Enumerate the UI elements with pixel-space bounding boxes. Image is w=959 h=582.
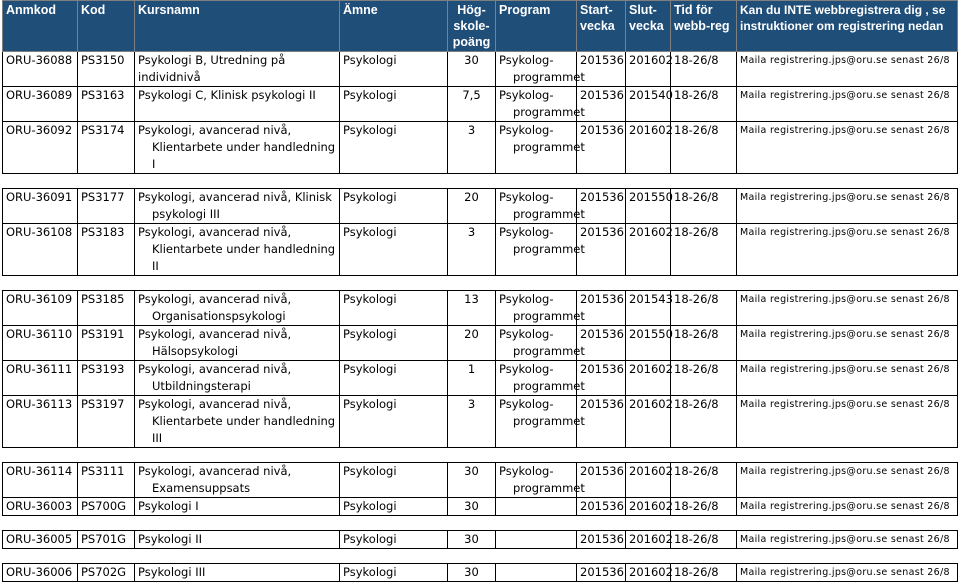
cell-anmkod: ORU-36109 bbox=[3, 291, 78, 326]
table-row bbox=[3, 463, 958, 498]
cell-startvecka: 201536 bbox=[577, 122, 626, 174]
cell-amne: Psykologi bbox=[340, 291, 448, 326]
cell-tid-webbreg: 18-26/8 bbox=[671, 564, 737, 582]
cell-tid-webbreg: 18-26/8 bbox=[671, 291, 737, 326]
cell-kod: PS3150 bbox=[78, 52, 135, 87]
cell-slutvecka: 201602 bbox=[626, 564, 671, 582]
cell-registrering-info: Maila registrering.jps@oru.se senast 26/8 bbox=[737, 564, 958, 582]
cell-hp: 13 bbox=[448, 291, 496, 326]
cell-amne: Psykologi bbox=[340, 326, 448, 361]
cell-startvecka: 201536 bbox=[577, 87, 626, 122]
cell-anmkod: ORU-36091 bbox=[3, 189, 78, 224]
program-line2: programmet bbox=[513, 140, 585, 154]
cell-kod: PS3174 bbox=[78, 122, 135, 174]
cell-kursnamn bbox=[135, 498, 340, 516]
course-name-line1: Psykologi, avancerad nivå, bbox=[138, 362, 292, 376]
cell-hp: 30 bbox=[448, 531, 496, 549]
cell-startvecka: 201536 bbox=[577, 52, 626, 87]
cell-program bbox=[496, 52, 585, 87]
cell-tid-webbreg: 18-26/8 bbox=[671, 87, 737, 122]
program-line2: programmet bbox=[513, 309, 585, 323]
cell-tid-webbreg: 18-26/8 bbox=[671, 224, 737, 276]
cell-kod: PS3185 bbox=[78, 291, 135, 326]
info-header-line1: Kan du INTE webbregistrera dig , se bbox=[740, 3, 946, 17]
col-header-anmkod: Anmkod bbox=[3, 1, 78, 52]
cell-registrering-info: Maila registrering.jps@oru.se senast 26/8 bbox=[737, 326, 958, 361]
cell-tid-webbreg: 18-26/8 bbox=[671, 326, 737, 361]
cell-tid-webbreg: 18-26/8 bbox=[671, 361, 737, 396]
cell-program bbox=[496, 122, 585, 174]
slut-header-line2: vecka bbox=[629, 19, 664, 33]
cell-hp: 3 bbox=[448, 224, 496, 276]
course-name-line1: Psykologi, avancerad nivå, Klinisk bbox=[138, 190, 332, 204]
cell-registrering-info: Maila registrering.jps@oru.se senast 26/8 bbox=[737, 224, 958, 276]
cell-slutvecka: 201602 bbox=[626, 122, 671, 174]
cell-kursnamn bbox=[135, 291, 340, 326]
course-name-line1: Psykologi, avancerad nivå, bbox=[138, 225, 292, 239]
program-line2: programmet bbox=[513, 379, 585, 393]
cell-slutvecka: 201602 bbox=[626, 52, 671, 87]
col-header-kod: Kod bbox=[78, 1, 135, 52]
cell-startvecka: 201536 bbox=[577, 498, 626, 516]
cell-kursnamn bbox=[135, 326, 340, 361]
course-name-line1: Psykologi, avancerad nivå, bbox=[138, 397, 292, 411]
hp-header-line2: skole- bbox=[453, 19, 490, 33]
cell-anmkod: ORU-36110 bbox=[3, 326, 78, 361]
cell-tid-webbreg: 18-26/8 bbox=[671, 189, 737, 224]
cell-kod: PS3177 bbox=[78, 189, 135, 224]
course-name-line1: Psykologi III bbox=[138, 565, 206, 579]
cell-anmkod: ORU-36092 bbox=[3, 122, 78, 174]
table-row bbox=[3, 291, 958, 326]
group-spacer bbox=[3, 448, 958, 463]
cell-kod: PS3183 bbox=[78, 224, 135, 276]
cell-slutvecka: 201543 bbox=[626, 291, 671, 326]
start-header-line2: vecka bbox=[580, 19, 615, 33]
program-line1: Psykolog- bbox=[499, 397, 554, 411]
program-line2: programmet bbox=[513, 70, 585, 84]
cell-kursnamn bbox=[135, 52, 340, 87]
tid-header-line1: Tid för bbox=[674, 3, 713, 17]
cell-hp: 30 bbox=[448, 463, 496, 498]
course-name-line2: Organisationspsykologi bbox=[152, 309, 286, 323]
cell-amne: Psykologi bbox=[340, 87, 448, 122]
cell-startvecka: 201536 bbox=[577, 189, 626, 224]
col-header-slutvecka bbox=[626, 1, 671, 52]
cell-startvecka: 201536 bbox=[577, 564, 626, 582]
cell-startvecka: 201536 bbox=[577, 463, 626, 498]
cell-registrering-info: Maila registrering.jps@oru.se senast 26/8 bbox=[737, 361, 958, 396]
program-line2: programmet bbox=[513, 105, 585, 119]
course-name-line2: Examensuppsats bbox=[152, 481, 251, 495]
cell-tid-webbreg: 18-26/8 bbox=[671, 396, 737, 448]
course-name-line1: Psykologi C, Klinisk psykologi II bbox=[138, 88, 316, 102]
cell-hp: 7,5 bbox=[448, 87, 496, 122]
cell-registrering-info: Maila registrering.jps@oru.se senast 26/8 bbox=[737, 531, 958, 549]
group-spacer-cell bbox=[3, 174, 958, 189]
program-line2: programmet bbox=[513, 481, 585, 495]
table-row bbox=[3, 326, 958, 361]
cell-registrering-info: Maila registrering.jps@oru.se senast 26/8 bbox=[737, 87, 958, 122]
group-spacer-cell bbox=[3, 448, 958, 463]
slut-header-line1: Slut- bbox=[629, 3, 657, 17]
cell-anmkod: ORU-36088 bbox=[3, 52, 78, 87]
cell-registrering-info: Maila registrering.jps@oru.se senast 26/8 bbox=[737, 122, 958, 174]
cell-program bbox=[496, 291, 585, 326]
cell-anmkod: ORU-36113 bbox=[3, 396, 78, 448]
cell-amne: Psykologi bbox=[340, 396, 448, 448]
program-line1: Psykolog- bbox=[499, 88, 554, 102]
cell-tid-webbreg: 18-26/8 bbox=[671, 531, 737, 549]
col-header-kursnamn: Kursnamn bbox=[135, 1, 340, 52]
table-row bbox=[3, 52, 958, 87]
col-header-program: Program bbox=[496, 1, 577, 52]
cell-hp: 30 bbox=[448, 498, 496, 516]
course-name-line1: Psykologi, avancerad nivå, bbox=[138, 292, 292, 306]
cell-kursnamn bbox=[135, 122, 340, 174]
cell-registrering-info: Maila registrering.jps@oru.se senast 26/8 bbox=[737, 52, 958, 87]
cell-kod: PS701G bbox=[78, 531, 135, 549]
cell-anmkod: ORU-36108 bbox=[3, 224, 78, 276]
program-line2: programmet bbox=[513, 414, 585, 428]
group-spacer-cell bbox=[3, 516, 958, 531]
cell-kursnamn bbox=[135, 189, 340, 224]
group-spacer bbox=[3, 276, 958, 291]
program-line1: Psykolog- bbox=[499, 123, 554, 137]
table-row bbox=[3, 531, 958, 549]
cell-startvecka: 201536 bbox=[577, 326, 626, 361]
start-header-line1: Start- bbox=[580, 3, 613, 17]
info-header-line2: instruktioner om registrering nedan bbox=[740, 19, 944, 33]
cell-anmkod: ORU-36114 bbox=[3, 463, 78, 498]
program-line1: Psykolog- bbox=[499, 327, 554, 341]
cell-kod: PS702G bbox=[78, 564, 135, 582]
cell-slutvecka: 201540 bbox=[626, 87, 671, 122]
cell-startvecka: 201536 bbox=[577, 531, 626, 549]
cell-startvecka: 201536 bbox=[577, 224, 626, 276]
cell-program bbox=[496, 87, 585, 122]
hp-header-line1: Hög- bbox=[457, 3, 486, 17]
cell-registrering-info: Maila registrering.jps@oru.se senast 26/8 bbox=[737, 463, 958, 498]
course-table bbox=[2, 0, 958, 582]
cell-program bbox=[496, 326, 585, 361]
cell-slutvecka: 201550 bbox=[626, 326, 671, 361]
course-name-line2: Klientarbete under handledning I bbox=[152, 140, 336, 171]
group-spacer bbox=[3, 174, 958, 189]
cell-slutvecka: 201602 bbox=[626, 531, 671, 549]
cell-kod: PS3163 bbox=[78, 87, 135, 122]
cell-slutvecka: 201602 bbox=[626, 361, 671, 396]
cell-program bbox=[496, 189, 585, 224]
cell-amne: Psykologi bbox=[340, 52, 448, 87]
cell-kod: PS3193 bbox=[78, 361, 135, 396]
cell-hp: 20 bbox=[448, 189, 496, 224]
cell-amne: Psykologi bbox=[340, 531, 448, 549]
cell-hp: 30 bbox=[448, 52, 496, 87]
cell-slutvecka: 201602 bbox=[626, 396, 671, 448]
program-line1: Psykolog- bbox=[499, 53, 554, 67]
table-row bbox=[3, 87, 958, 122]
cell-startvecka: 201536 bbox=[577, 396, 626, 448]
cell-slutvecka: 201602 bbox=[626, 463, 671, 498]
cell-slutvecka: 201602 bbox=[626, 498, 671, 516]
group-spacer bbox=[3, 549, 958, 564]
program-line1: Psykolog- bbox=[499, 292, 554, 306]
cell-anmkod: ORU-36003 bbox=[3, 498, 78, 516]
table-body bbox=[3, 52, 958, 582]
cell-kursnamn bbox=[135, 463, 340, 498]
cell-tid-webbreg: 18-26/8 bbox=[671, 52, 737, 87]
program-line1: Psykolog- bbox=[499, 362, 554, 376]
col-header-startvecka bbox=[577, 1, 626, 52]
table-row bbox=[3, 122, 958, 174]
cell-kursnamn bbox=[135, 361, 340, 396]
cell-hp: 3 bbox=[448, 396, 496, 448]
col-header-hogskolepoang bbox=[448, 1, 496, 52]
cell-amne: Psykologi bbox=[340, 498, 448, 516]
cell-tid-webbreg: 18-26/8 bbox=[671, 498, 737, 516]
cell-amne: Psykologi bbox=[340, 224, 448, 276]
program-line1: Psykolog- bbox=[499, 225, 554, 239]
cell-registrering-info: Maila registrering.jps@oru.se senast 26/8 bbox=[737, 189, 958, 224]
cell-anmkod: ORU-36006 bbox=[3, 564, 78, 582]
table-row bbox=[3, 498, 958, 516]
program-line2: programmet bbox=[513, 344, 585, 358]
cell-kod: PS3111 bbox=[78, 463, 135, 498]
cell-program bbox=[496, 463, 585, 498]
group-spacer bbox=[3, 516, 958, 531]
cell-amne: Psykologi bbox=[340, 122, 448, 174]
cell-program bbox=[496, 396, 585, 448]
course-name-line1: Psykologi B, Utredning på individnivå bbox=[138, 53, 286, 84]
cell-registrering-info: Maila registrering.jps@oru.se senast 26/8 bbox=[737, 498, 958, 516]
cell-startvecka: 201536 bbox=[577, 361, 626, 396]
cell-program bbox=[496, 498, 577, 516]
cell-program bbox=[496, 564, 577, 582]
cell-hp: 1 bbox=[448, 361, 496, 396]
cell-kursnamn bbox=[135, 224, 340, 276]
program-line1: Psykolog- bbox=[499, 190, 554, 204]
table-row bbox=[3, 396, 958, 448]
cell-anmkod: ORU-36005 bbox=[3, 531, 78, 549]
program-line1: Psykolog- bbox=[499, 464, 554, 478]
cell-hp: 30 bbox=[448, 564, 496, 582]
course-name-line1: Psykologi, avancerad nivå, bbox=[138, 464, 292, 478]
table-header bbox=[3, 1, 958, 52]
program-line2: programmet bbox=[513, 207, 585, 221]
cell-kursnamn bbox=[135, 564, 340, 582]
cell-hp: 20 bbox=[448, 326, 496, 361]
group-spacer-cell bbox=[3, 276, 958, 291]
table-row bbox=[3, 564, 958, 582]
cell-anmkod: ORU-36089 bbox=[3, 87, 78, 122]
hp-header-line3: poäng bbox=[452, 35, 491, 49]
cell-slutvecka: 201602 bbox=[626, 224, 671, 276]
group-spacer-cell bbox=[3, 549, 958, 564]
cell-kursnamn bbox=[135, 396, 340, 448]
cell-kod: PS700G bbox=[78, 498, 135, 516]
cell-amne: Psykologi bbox=[340, 361, 448, 396]
course-name-line2: Hälsopsykologi bbox=[152, 344, 239, 358]
program-line2: programmet bbox=[513, 242, 585, 256]
table-row bbox=[3, 189, 958, 224]
table-row bbox=[3, 361, 958, 396]
cell-hp: 3 bbox=[448, 122, 496, 174]
cell-registrering-info: Maila registrering.jps@oru.se senast 26/8 bbox=[737, 396, 958, 448]
course-name-line1: Psykologi II bbox=[138, 532, 202, 546]
course-name-line2: Klientarbete under handledning III bbox=[152, 414, 336, 445]
col-header-tid-webbreg bbox=[671, 1, 737, 52]
col-header-amne: Ämne bbox=[340, 1, 448, 52]
cell-program bbox=[496, 361, 585, 396]
cell-registrering-info: Maila registrering.jps@oru.se senast 26/8 bbox=[737, 291, 958, 326]
course-name-line1: Psykologi, avancerad nivå, bbox=[138, 327, 292, 341]
cell-kursnamn bbox=[135, 87, 340, 122]
cell-amne: Psykologi bbox=[340, 189, 448, 224]
cell-slutvecka: 201550 bbox=[626, 189, 671, 224]
tid-header-line2: webb-reg bbox=[674, 19, 730, 33]
cell-anmkod: ORU-36111 bbox=[3, 361, 78, 396]
course-name-line1: Psykologi I bbox=[138, 499, 199, 513]
course-name-line2: Klientarbete under handledning II bbox=[152, 242, 336, 273]
cell-amne: Psykologi bbox=[340, 463, 448, 498]
table-row bbox=[3, 224, 958, 276]
cell-tid-webbreg: 18-26/8 bbox=[671, 122, 737, 174]
cell-program bbox=[496, 531, 577, 549]
course-name-line1: Psykologi, avancerad nivå, bbox=[138, 123, 292, 137]
cell-kod: PS3197 bbox=[78, 396, 135, 448]
cell-kursnamn bbox=[135, 531, 340, 549]
cell-program bbox=[496, 224, 585, 276]
cell-startvecka: 201536 bbox=[577, 291, 626, 326]
cell-tid-webbreg: 18-26/8 bbox=[671, 463, 737, 498]
cell-kod: PS3191 bbox=[78, 326, 135, 361]
course-name-line2: Utbildningsterapi bbox=[152, 379, 251, 393]
course-name-line2: psykologi III bbox=[152, 207, 220, 221]
cell-amne: Psykologi bbox=[340, 564, 448, 582]
col-header-instruktioner bbox=[737, 1, 958, 52]
